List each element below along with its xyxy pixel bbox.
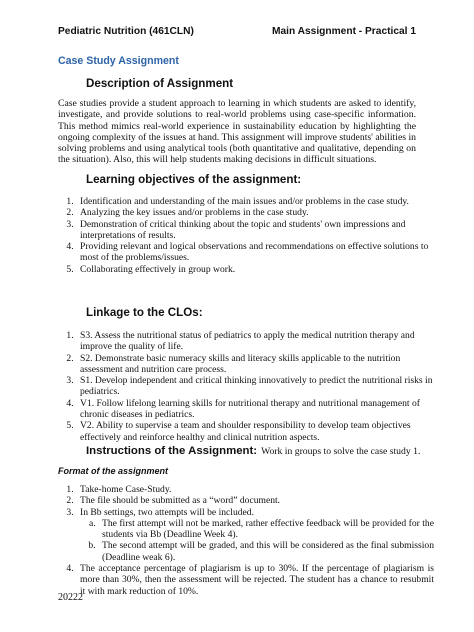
sub-list-item: b. The second attempt will be graded, and this will be considered as the final submission (Deadline weak 6). [98,540,434,563]
format-list [58,484,434,597]
sub-list-item: a. The first attempt will not be marked, rather effective feedback will be provided for the students via Bb (Deadline Week 4). [98,518,434,541]
clos-list [58,330,434,443]
case-study-title: Case Study Assignment [58,55,179,67]
list-item: 4. Providing relevant and logical observations and recommendations on effective solutions to most of the problems/issues. [76,241,434,264]
attempts-sublist [80,518,434,563]
page-footer-number: 20222 [58,592,83,603]
list-item: 5. V2. Ability to supervise a team and shoulder responsibility to develop team objectives effectively and reinforce healthy and clinical nutrition aspects. [76,420,434,443]
instructions-label: Instructions of the Assignment: [86,445,258,457]
instructions-line [86,441,420,459]
instructions-text: Work in groups to solve the case study 1. [261,446,421,457]
list-item: 3. S1. Develop independent and critical thinking innovatively to predict the nutritional risks in pediatrics. [76,375,434,398]
list-item: 2. The file should be submitted as a “word” document. [76,495,434,506]
list-item-text: In Bb settings, two attempts will be included. [80,506,254,518]
format-heading: Format of the assignment [58,466,169,476]
list-item: 3. Demonstration of critical thinking about the topic and students' own impressions and interpretations of results. [76,219,434,242]
description-paragraph: Case studies provide a student approach to learning in which students are asked to identify, investigate, and provide solutions to real-world problems using case-specific information. This method mimics real-world experience in sustainability education by highlighting the ongoing complexity of the issues at hand. This assignment will improve students' abilities in solving problems and using analytical tools (both quantitative and qualitative, depending on the situation). Also, this will help students making decisions in difficult situations. [58,98,416,166]
objectives-list [58,196,434,275]
list-item: 1. S3. Assess the nutritional status of pediatrics to apply the medical nutrition therapy and improve the quality of life. [76,330,434,353]
header-assignment-title: Main Assignment - Practical 1 [272,26,416,37]
list-item: 2. S2. Demonstrate basic numeracy skills and literacy skills applicable to the nutrition assessment and nutrition care process. [76,353,434,376]
list-item: 1. Identification and understanding of the main issues and/or problems in the case study. [76,196,434,207]
list-item: 4. V1. Follow lifelong learning skills for nutritional therapy and nutritional management of chronic diseases in pediatrics. [76,398,434,421]
clos-heading: Linkage to the CLOs: [86,306,203,319]
description-heading: Description of Assignment [86,77,234,90]
list-item: 1. Take-home Case-Study. [76,484,434,495]
objectives-heading: Learning objectives of the assignment: [86,173,302,186]
list-item: 5. Collaborating effectively in group work. [76,264,434,275]
list-item: 2. Analyzing the key issues and/or problems in the case study. [76,207,434,218]
list-item: 4. The acceptance percentage of plagiarism is up to 30%. If the percentage of plagiarism is more than 30%, then the assessment will be rejected. The student has a chance to resubmit it with mark reduction of 10%. [76,563,434,597]
header-course-title: Pediatric Nutrition (461CLN) [58,26,194,37]
list-item [76,507,434,563]
